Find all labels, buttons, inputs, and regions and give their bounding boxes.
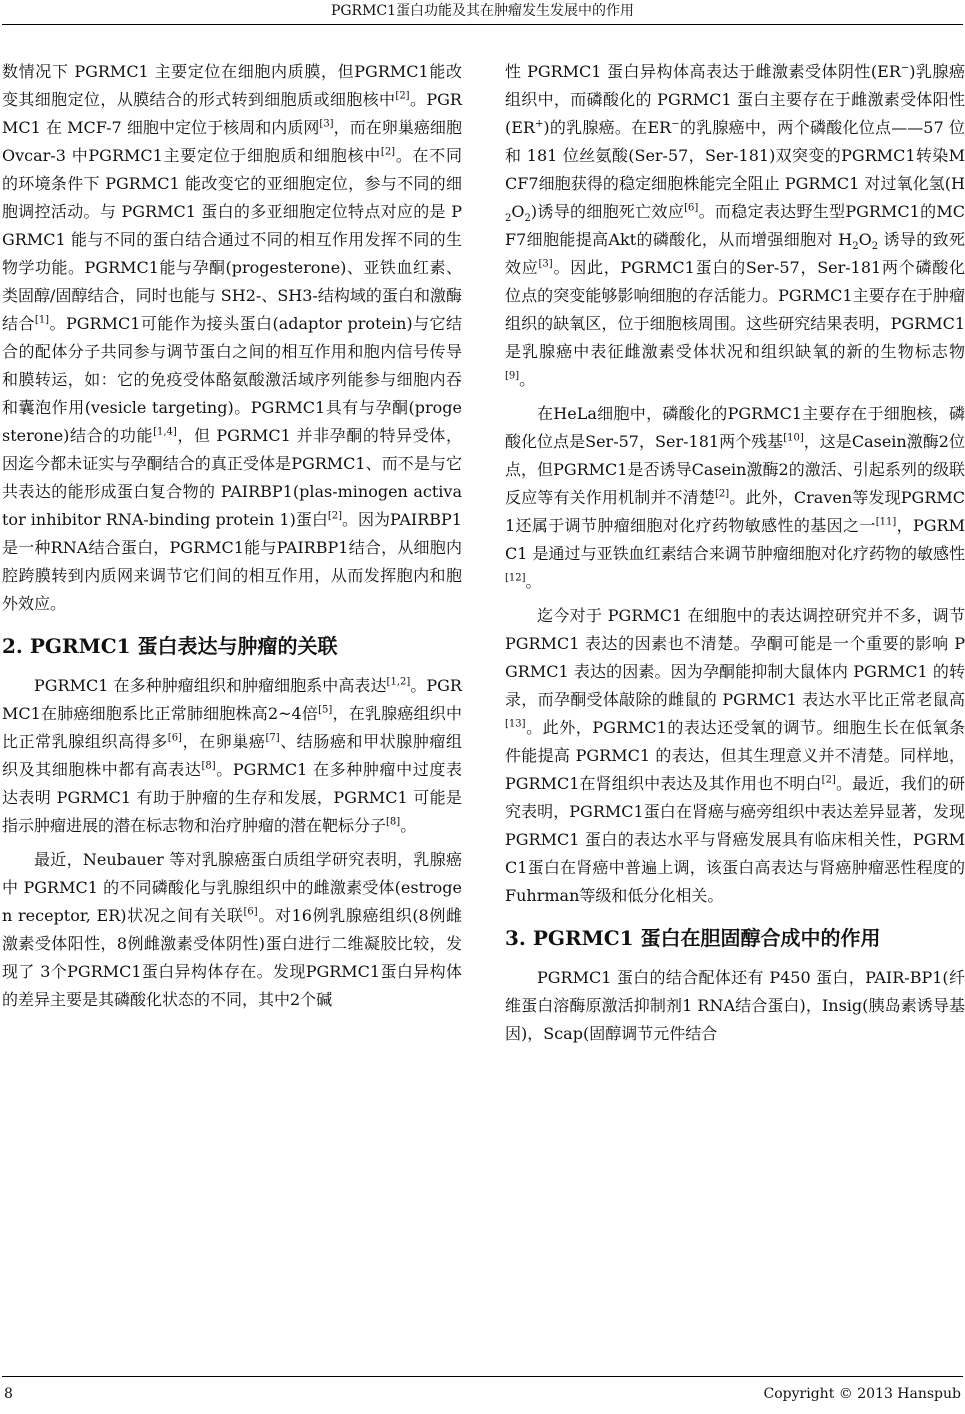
- body-paragraph: [2, 672, 462, 840]
- citation: [12]: [505, 572, 526, 584]
- running-head: PGRMC1蛋白功能及其在肿瘤发生发展中的作用: [330, 3, 635, 19]
- text-run: )乳腺癌组织中，而磷酸化的 PGRMC1 蛋白主要存在于雌激素受体阳性(ER: [505, 62, 965, 137]
- superscript: −: [671, 118, 680, 130]
- text-run: ，但 PGRMC1 并非孕酮的特异受体，因迄今都未证实与孕酮结合的真正受体是PGRMC1、而不是与它共表达的能形成蛋白复合物的 PAIRBP1(plas-minogen activator inhibitor RNA-binding protein 1)蛋白: [2, 426, 462, 529]
- citation: [8]: [386, 816, 401, 828]
- text-run: 。PGRMC1 在 MCF-7 细胞中定位于核周和内质网: [2, 90, 462, 137]
- text-run: 。此外，PGRMC1的表达还受氧的调节。细胞生长在低氧条件能提高 PGRMC1 的表达，但其生理意义并不清楚。同样地，PGRMC1在肾组织中表达及其作用也不明白: [505, 718, 965, 793]
- text-run: O: [858, 230, 872, 249]
- subscript: 2: [871, 241, 879, 253]
- text-run: 最近，Neubauer 等对乳腺癌蛋白质组学研究表明，乳腺癌中 PGRMC1 的不同磷酸化与乳腺组织中的雌激素受体(estrogen receptor, ER)状况之间有关联: [2, 850, 462, 925]
- citation: [2]: [821, 774, 836, 786]
- text-run: ，PGRMC1 是通过与亚铁血红素结合来调节肿瘤细胞对化疗药物的敏感性: [505, 516, 965, 563]
- text-run: 。因此，PGRMC1蛋白的Ser-57，Ser-181两个磷酸化位点的突变能够影响细胞的存活能力。PGRMC1主要存在于肿瘤组织的缺氧区，位于细胞核周围。这些研究结果表明，PGRMC1 是乳腺癌中表征雌激素受体状况和组织缺氧的新的生物标志物: [505, 258, 965, 361]
- superscript: +: [534, 118, 544, 130]
- text-run: ，在卵巢癌: [181, 732, 266, 751]
- text-run: 。PGRMC1在肺癌细胞系比正常肺细胞株高2~4倍: [2, 676, 462, 723]
- citation: [8]: [201, 760, 216, 772]
- citation: [6]: [243, 906, 258, 918]
- text-run: 。: [519, 370, 536, 389]
- citation: [2]: [714, 488, 730, 500]
- citation: [1]: [34, 314, 50, 326]
- text-run: 迄今对于 PGRMC1 在细胞中的表达调控研究并不多，调节 PGRMC1 表达的因素也不清楚。孕酮可能是一个重要的影响 PGRMC1 表达的因素。因为孕酮能抑制大鼠体内 PGRMC1 的转录，而孕酮受体敲除的雌鼠的 PGRMC1 表达水平比正常老鼠高: [505, 606, 965, 709]
- text-run: 。此外，Craven等发现PGRMC1还属于调节肿瘤细胞对化疗药物敏感性的基因之一: [505, 488, 965, 535]
- text-run: 。PGRMC1 在多种肿瘤中过度表达表明 PGRMC1 有助于肿瘤的生存和发展，PGRMC1 可能是指示肿瘤进展的潜在标志物和治疗肿瘤的潜在靶标分子: [2, 760, 462, 835]
- text-run: 。对16例乳腺癌组织(8例雌激素受体阳性，8例雌激素受体阴性)蛋白进行二维凝胶比较，发现了 3个PGRMC1蛋白异构体存在。发现PGRMC1蛋白异构体的差异主要是其磷酸化状态的不同，其中2个碱: [2, 906, 462, 1009]
- text-run: 、结肠癌和甲状腺肿瘤组织及其细胞株中都有高表达: [2, 732, 462, 779]
- left-column: [2, 58, 462, 1014]
- text-run: ，这是Casein激酶2位点，但PGRMC1是否诱导Casein激酶2的激活、引起系列的级联反应等有关作用机制并不清楚: [505, 432, 965, 507]
- page-number: 8: [4, 1386, 13, 1402]
- citation: [3]: [319, 118, 334, 130]
- body-paragraph: [2, 58, 462, 618]
- citation: [2]: [395, 90, 410, 102]
- right-column: [505, 58, 965, 1048]
- text-run: )的乳腺癌。在ER: [543, 118, 672, 137]
- text-run: PGRMC1 在多种肿瘤组织和肿瘤细胞系中高表达: [34, 676, 387, 695]
- citation: [9]: [505, 370, 520, 382]
- text-run: 。最近，我们的研究表明，PGRMC1蛋白在肾癌与癌旁组织中表达差异显著，发现 PGRMC1 蛋白的表达水平与肾癌发展具有临床相关性，PGRMC1蛋白在肾癌中普遍上调，该蛋白高表达与肾癌肿瘤恶性程度的Fuhrman等级和低分化相关。: [505, 774, 965, 905]
- text-run: 。而稳定表达野生型PGRMC1的MCF7细胞能提高Akt的磷酸化，从而增强细胞对 H: [505, 202, 965, 249]
- citation: [1,2]: [386, 676, 411, 688]
- citation: [6]: [167, 732, 182, 744]
- text-run: )诱导的细胞死亡效应: [530, 202, 685, 221]
- text-run: 。: [400, 816, 417, 835]
- citation: [11]: [875, 516, 897, 528]
- text-run: O: [511, 202, 525, 221]
- citation: [7]: [265, 732, 280, 744]
- body-paragraph: [505, 58, 965, 394]
- citation: [6]: [684, 202, 699, 214]
- text-run: 。PGRMC1可能作为接头蛋白(adaptor protein)与它结合的配体分子共同参与调节蛋白之间的相互作用和胞内信号传导和膜转运，如：它的免疫受体酪氨酸激活域序列能参与细胞内吞和囊泡作用(vesicle targeting)。PGRMC1具有与孕酮(progesterone)结合的功能: [2, 314, 462, 445]
- body-paragraph: PGRMC1 蛋白的结合配体还有 P450 蛋白，PAIR-BP1(纤维蛋白溶酶原激活抑制剂1 RNA结合蛋白)，Insig(胰岛素诱导基因)，Scap(固醇调节元件结合: [505, 968, 965, 1043]
- body-paragraph: [505, 400, 965, 596]
- text-run: ，在乳腺癌组织中比正常乳腺组织高得多: [2, 704, 462, 751]
- header-rule: [2, 24, 963, 25]
- citation: [10]: [783, 432, 804, 444]
- text-run: 。: [525, 572, 542, 591]
- text-run: 。在不同的环境条件下 PGRMC1 能改变它的亚细胞定位，参与不同的细胞调控活动。与 PGRMC1 蛋白的多亚细胞定位特点对应的是 PGRMC1 能与不同的蛋白结合通过不同的相互作用发挥不同的生物学功能。PGRMC1能与孕酮(progesterone)、亚铁血红素、类固醇/固醇结合，同时也能与 SH2-、SH3-结构域的蛋白和激酶结合: [2, 146, 462, 333]
- citation: [3]: [538, 258, 553, 270]
- section-heading: 2. PGRMC1 蛋白表达与肿瘤的关联: [2, 634, 338, 658]
- body-paragraph: [2, 846, 462, 1014]
- superscript: −: [900, 62, 910, 74]
- footer-rule: [2, 1376, 963, 1377]
- citation: [5]: [318, 704, 333, 716]
- citation: [1,4]: [153, 426, 177, 438]
- citation: [2]: [327, 510, 343, 522]
- subscript: 2: [505, 213, 512, 225]
- body-paragraph: [505, 602, 965, 910]
- section-heading: 3. PGRMC1 蛋白在胆固醇合成中的作用: [505, 926, 881, 950]
- text-run: 诱导的致死效应: [505, 230, 965, 277]
- subscript: 2: [852, 241, 859, 253]
- copyright-notice: Copyright © 2013 Hanspub: [763, 1386, 961, 1402]
- subscript: 2: [524, 213, 531, 225]
- citation: [2]: [380, 146, 396, 158]
- text-run: 的乳腺癌中，两个磷酸化位点——57 位和 181 位丝氨酸(Ser-57，Ser-181)双突变的PGRMC1转染MCF7细胞获得的稳定细胞株能完全阻止 PGRMC1 对过氧化氢(H: [505, 118, 965, 193]
- text-run: ，而在卵巢癌细胞 Ovcar-3 中PGRMC1主要定位于细胞质和细胞核中: [2, 118, 462, 165]
- text-run: 数情况下 PGRMC1 主要定位在细胞内质膜，但PGRMC1能改变其细胞定位，从膜结合的形式转到细胞质或细胞核中: [2, 62, 462, 109]
- citation: [13]: [505, 718, 526, 730]
- text-run: 。因为PAIRBP1是一种RNA结合蛋白，PGRMC1能与PAIRBP1结合，从细胞内腔跨膜转到内质网来调节它们间的相互作用，从而发挥胞内和胞外效应。: [2, 510, 462, 613]
- text-run: 性 PGRMC1 蛋白异构体高表达于雌激素受体阴性(ER: [505, 62, 901, 81]
- text-run: 在HeLa细胞中，磷酸化的PGRMC1主要存在于细胞核，磷酸化位点是Ser-57，Ser-181两个残基: [505, 404, 965, 451]
